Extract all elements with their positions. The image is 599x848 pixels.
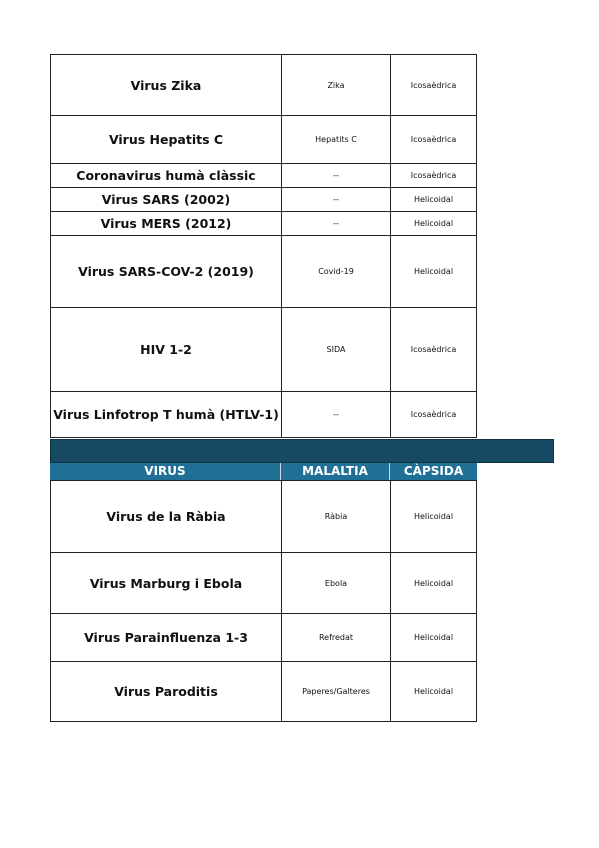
table-row bbox=[51, 553, 477, 614]
disease-cell: Refredat bbox=[282, 614, 391, 662]
virus-name-cell: Coronavirus humà clàssic bbox=[51, 164, 282, 188]
header-malaltia: MALALTIA bbox=[281, 463, 390, 480]
capsid-cell: Icosaèdrica bbox=[391, 308, 477, 392]
disease-cell: Zika bbox=[282, 55, 391, 116]
capsid-cell: Helicoidal bbox=[391, 662, 477, 722]
table-row bbox=[51, 188, 477, 212]
virus-name-cell: Virus Zika bbox=[51, 55, 282, 116]
virus-name-cell: Virus Hepatits C bbox=[51, 116, 282, 164]
disease-cell: -- bbox=[282, 212, 391, 236]
disease-cell: Paperes/Galteres bbox=[282, 662, 391, 722]
capsid-cell: Icosaèdrica bbox=[391, 55, 477, 116]
capsid-cell: Icosaèdrica bbox=[391, 116, 477, 164]
disease-cell: -- bbox=[282, 392, 391, 438]
table-header bbox=[50, 463, 477, 480]
virus-name-cell: Virus Paroditis bbox=[51, 662, 282, 722]
table-row bbox=[51, 164, 477, 188]
table-row bbox=[51, 212, 477, 236]
table-row bbox=[51, 308, 477, 392]
capsid-cell: Helicoidal bbox=[391, 481, 477, 553]
virus-name-cell: Virus SARS (2002) bbox=[51, 188, 282, 212]
table-row bbox=[51, 614, 477, 662]
virus-name-cell: Virus Marburg i Ebola bbox=[51, 553, 282, 614]
disease-cell: SIDA bbox=[282, 308, 391, 392]
virus-name-cell: Virus MERS (2012) bbox=[51, 212, 282, 236]
disease-cell: -- bbox=[282, 164, 391, 188]
disease-cell: Hepatits C bbox=[282, 116, 391, 164]
virus-table-bottom bbox=[50, 480, 477, 722]
table-row bbox=[51, 392, 477, 438]
disease-cell: Covid-19 bbox=[282, 236, 391, 308]
table-row bbox=[51, 236, 477, 308]
virus-name-cell: Virus SARS-COV-2 (2019) bbox=[51, 236, 282, 308]
virus-name-cell: Virus de la Ràbia bbox=[51, 481, 282, 553]
header-capsida: CÀPSIDA bbox=[403, 464, 464, 478]
capsid-cell: Helicoidal bbox=[391, 236, 477, 308]
table-row bbox=[51, 481, 477, 553]
capsid-cell: Helicoidal bbox=[391, 212, 477, 236]
disease-cell: -- bbox=[282, 188, 391, 212]
capsid-cell: Icosaèdrica bbox=[391, 392, 477, 438]
table-row bbox=[51, 55, 477, 116]
virus-table-top bbox=[50, 54, 477, 438]
virus-name-cell: HIV 1-2 bbox=[51, 308, 282, 392]
table-row bbox=[51, 116, 477, 164]
disease-cell: Ràbia bbox=[282, 481, 391, 553]
capsid-cell: Helicoidal bbox=[391, 553, 477, 614]
virus-name-cell: Virus Linfotrop T humà (HTLV-1) bbox=[51, 392, 282, 438]
table-row bbox=[51, 662, 477, 722]
capsid-cell: Helicoidal bbox=[391, 188, 477, 212]
capsid-cell: Helicoidal bbox=[391, 614, 477, 662]
header-virus: VIRUS bbox=[50, 463, 281, 480]
virus-name-cell: Virus Parainfluenza 1-3 bbox=[51, 614, 282, 662]
section-band bbox=[50, 439, 554, 463]
disease-cell: Ebola bbox=[282, 553, 391, 614]
capsid-cell: Icosaèdrica bbox=[391, 164, 477, 188]
